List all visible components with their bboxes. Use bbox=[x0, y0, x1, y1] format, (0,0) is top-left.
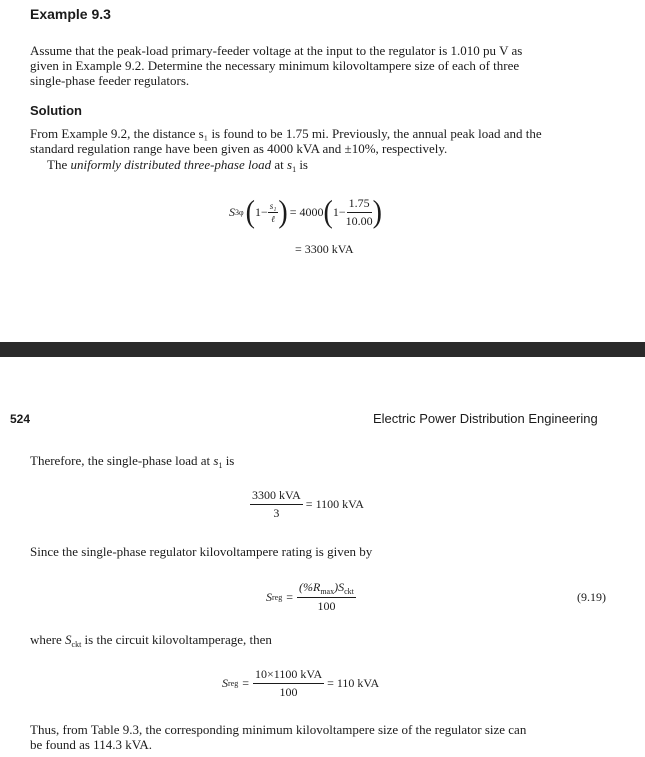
equation-9-19: S reg = $\frac{(\%R_{max})S_{ckt}}{100}$ bbox=[266, 580, 354, 613]
conclusion-line: Thus, from Table 9.3, the corresponding minimum kilovoltampere size of the regulator size can bbox=[30, 722, 527, 737]
solution-heading: Solution bbox=[30, 103, 82, 118]
page-break-band bbox=[0, 342, 645, 357]
problem-line: Assume that the peak-load primary-feeder voltage at the input to the regulator is 1.010 pu V as bbox=[30, 43, 523, 58]
equation-result-3300: = 3300 kVA bbox=[295, 242, 354, 256]
problem-line: single-phase feeder regulators. bbox=[30, 73, 190, 88]
rating-intro: Since the single-phase regulator kilovoltampere rating is given by bbox=[30, 544, 373, 559]
fraction-regulator: $\frac{\text{10×1100 kVA}}{100}$ bbox=[255, 667, 323, 699]
equation-single-phase-load: $\frac{\text{3300 kVA}}{3}$ = 1100 kVA bbox=[252, 488, 364, 520]
solution-text bbox=[30, 126, 542, 156]
page-number: 524 bbox=[10, 412, 31, 426]
problem-line: given in Example 9.2. Determine the necessary minimum kilovoltampere size of each of three bbox=[30, 58, 520, 73]
load-intro: The uniformly distributed three-phase load at $s_1$ is bbox=[47, 157, 308, 174]
single-phase-intro: Therefore, the single-phase load at $s_1$ is bbox=[30, 453, 235, 470]
fraction-3300-over-3: $\frac{\text{3300 kVA}}{3}$ bbox=[252, 488, 301, 520]
equation-three-phase-load: S 3φ ( 1− $\frac{\text{s₁}}{\text{ℓ}}$ ) = 4000 ( 1− $\frac{1.75}{10.00}$ ) bbox=[229, 194, 382, 230]
equation-regulator-size: S reg = $\frac{\text{10×1100 kVA}}{100}$ = 110 kVA bbox=[222, 667, 380, 699]
fraction-s1-over-l: $\frac{\text{s₁}}{\text{ℓ}}$ bbox=[269, 201, 277, 224]
conclusion bbox=[30, 722, 526, 752]
example-title: Example 9.3 bbox=[30, 6, 111, 22]
fraction-distance: $\frac{1.75}{10.00}$ bbox=[345, 196, 373, 228]
circuit-kva-intro: where $S_{ckt}$ is the circuit kilovoltamperage, then bbox=[30, 632, 272, 649]
fraction-rating: $\frac{(\%R_{max})S_{ckt}}{100}$ bbox=[299, 580, 354, 613]
running-head: Electric Power Distribution Engineering bbox=[373, 411, 598, 426]
solution-line: standard regulation range have been given as 4000 kVA and ±10%, respectively. bbox=[30, 141, 448, 156]
conclusion-line: be found as 114.3 kVA. bbox=[30, 737, 153, 752]
problem-statement bbox=[30, 43, 522, 88]
equation-number: (9.19) bbox=[577, 590, 606, 604]
solution-line: From Example 9.2, the distance s₁ is found to be 1.75 mi. Previously, the annual peak load and the bbox=[30, 126, 542, 141]
